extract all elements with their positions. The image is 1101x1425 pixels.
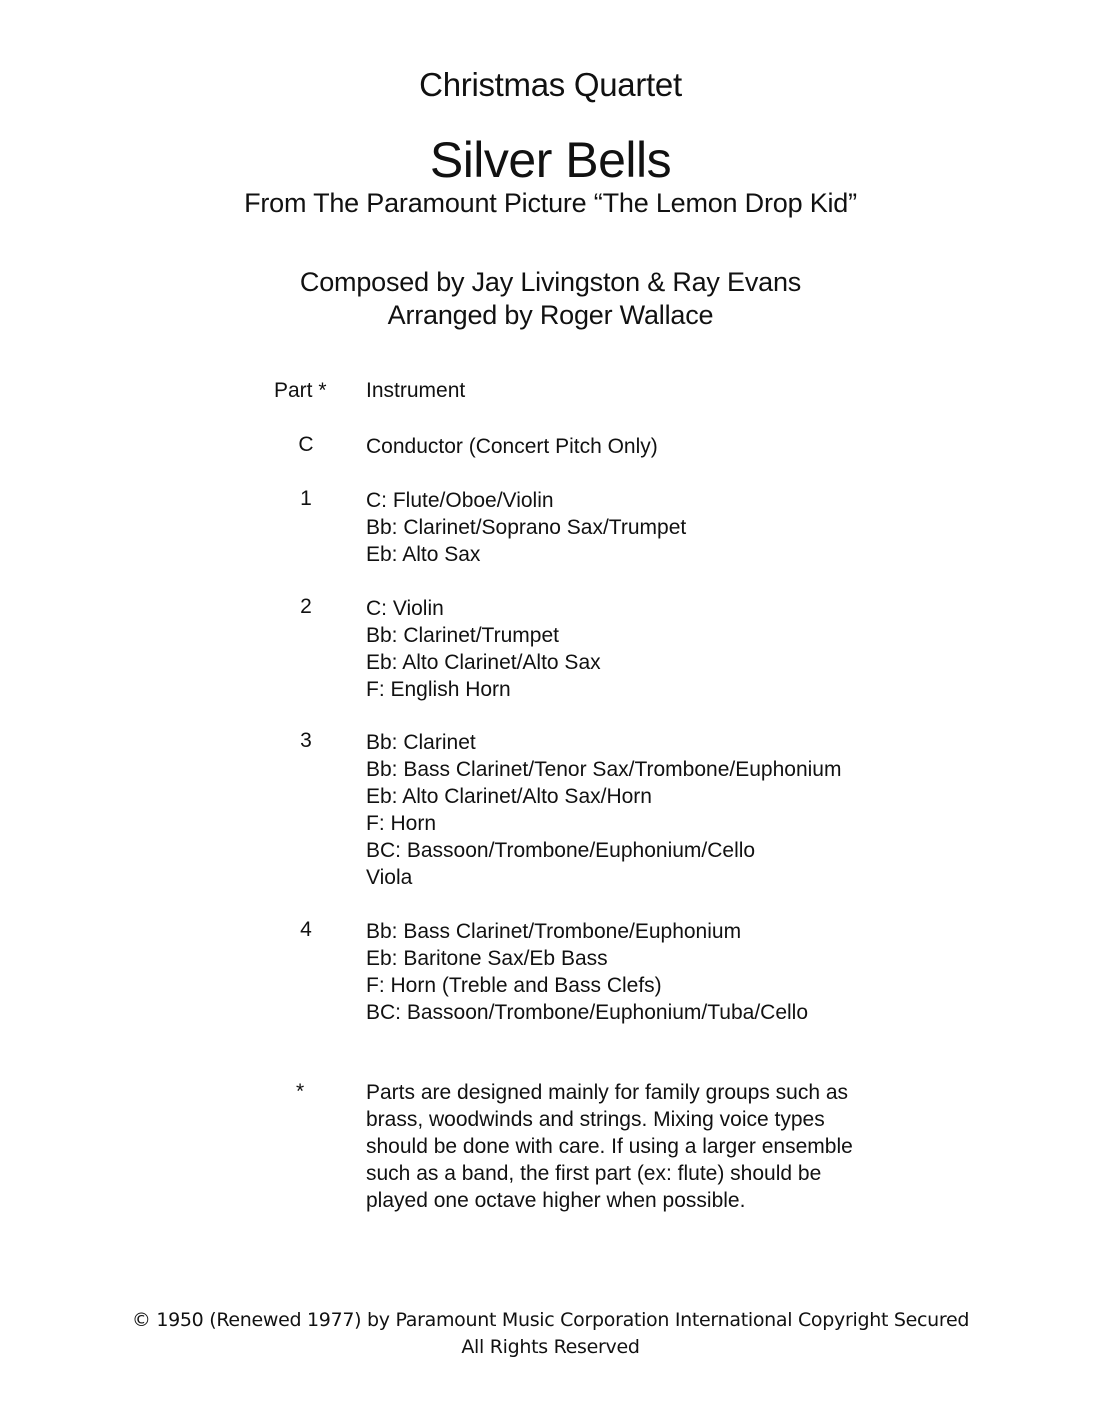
footnote-text xyxy=(366,1079,906,1214)
instrument-line: Viola xyxy=(366,866,413,889)
instrument-line: Bb: Clarinet/Trumpet xyxy=(366,624,559,647)
footnote-line: such as a band, the first part (ex: flute) should be xyxy=(366,1162,822,1185)
instrument-line: Eb: Alto Clarinet/Alto Sax/Horn xyxy=(366,785,652,808)
column-header-instrument: Instrument xyxy=(366,379,466,402)
instrument-line: Eb: Alto Clarinet/Alto Sax xyxy=(366,651,601,674)
part-number-c: C xyxy=(298,433,314,456)
instrument-line: BC: Bassoon/Trombone/Euphonium/Tuba/Cello xyxy=(366,1001,809,1024)
part-instruments-1 xyxy=(366,487,686,568)
instrument-line: BC: Bassoon/Trombone/Euphonium/Cello xyxy=(366,839,756,862)
rights-notice: All Rights Reserved xyxy=(461,1336,640,1358)
instrument-line: Bb: Clarinet/Soprano Sax/Trumpet xyxy=(366,516,687,539)
footnote-line: brass, woodwinds and strings. Mixing voice types xyxy=(366,1108,825,1131)
instrument-line: C: Violin xyxy=(366,597,444,620)
arranger-credit: Arranged by Roger Wallace xyxy=(387,300,714,330)
part-instruments-4 xyxy=(366,918,808,1026)
instrument-line: Eb: Alto Sax xyxy=(366,543,481,566)
instrument-line: C: Flute/Oboe/Violin xyxy=(366,489,554,512)
part-number-4: 4 xyxy=(300,918,312,941)
instrument-line: Bb: Clarinet xyxy=(366,731,476,754)
footnote-line: Parts are designed mainly for family groups such as xyxy=(366,1081,849,1104)
song-subtitle: From The Paramount Picture “The Lemon Drop Kid” xyxy=(244,188,857,218)
instrument-line: Bb: Bass Clarinet/Trombone/Euphonium xyxy=(366,920,742,943)
instrument-line: F: Horn (Treble and Bass Clefs) xyxy=(366,974,662,997)
footnote-asterisk: * xyxy=(296,1080,305,1103)
part-number-3: 3 xyxy=(300,729,312,752)
part-instruments-c xyxy=(366,433,658,460)
part-number-2: 2 xyxy=(300,595,312,618)
column-header-part: Part * xyxy=(274,379,327,402)
part-instruments-3 xyxy=(366,729,841,891)
composer-credit: Composed by Jay Livingston & Ray Evans xyxy=(299,267,802,297)
instrument-line: Eb: Baritone Sax/Eb Bass xyxy=(366,947,608,970)
footnote-line: played one octave higher when possible. xyxy=(366,1189,746,1212)
part-instruments-2 xyxy=(366,595,601,703)
instrument-line: F: Horn xyxy=(366,812,437,835)
series-title: Christmas Quartet xyxy=(419,66,682,103)
copyright-notice: © 1950 (Renewed 1977) by Paramount Music Corporation International Copyright Secured xyxy=(131,1309,970,1331)
instrument-line: Bb: Bass Clarinet/Tenor Sax/Trombone/Euphonium xyxy=(366,758,842,781)
instrument-line: Conductor (Concert Pitch Only) xyxy=(366,435,658,458)
instrument-line: F: English Horn xyxy=(366,678,511,701)
part-number-1: 1 xyxy=(300,487,312,510)
footnote-line: should be done with care. If using a larger ensemble xyxy=(366,1135,853,1158)
song-title: Silver Bells xyxy=(429,132,672,188)
